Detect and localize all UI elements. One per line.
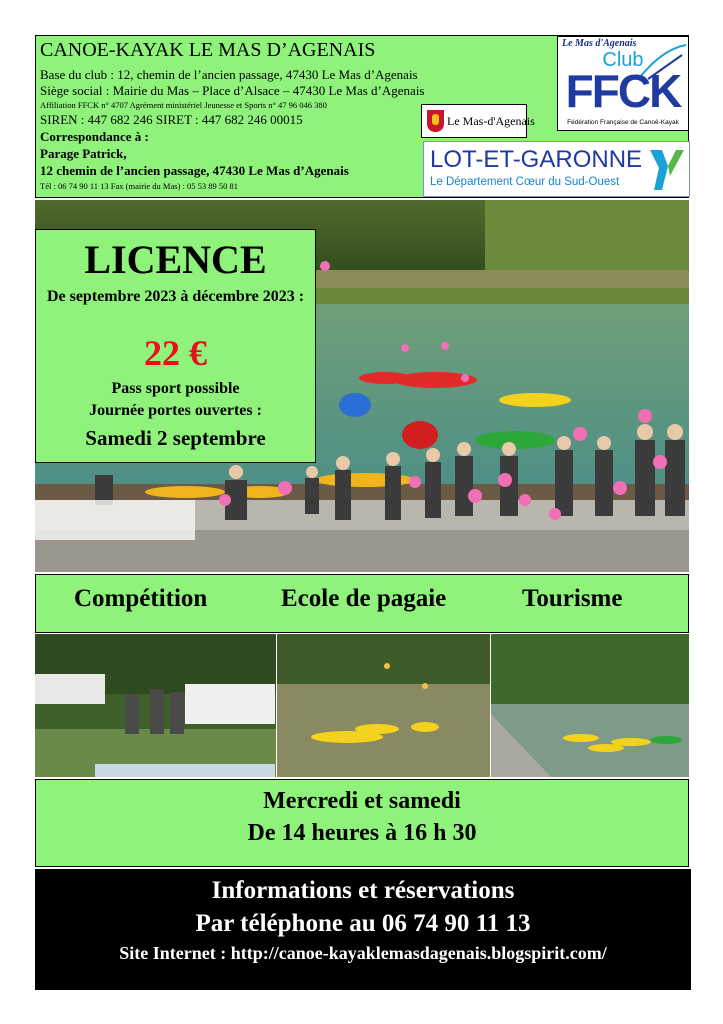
info-title: Informations et réservations [211,877,515,904]
club-siren: SIREN : 447 682 246 SIRET : 447 682 246 00015 [40,112,303,127]
ffck-logo-name: FFCK [565,65,681,117]
lot-et-garonne-subtitle: Le Département Cœur du Sud-Ouest [430,176,620,188]
mas-agenais-logo [421,104,535,138]
river-tour-image [491,634,689,777]
correspondance-address: 12 chemin de l’ancien passage, 47430 Le Mas d’Agenais [40,163,349,178]
photo-canoes-river [491,634,689,777]
club-name: CANOE-KAYAK LE MAS D’AGENAIS [40,39,376,61]
correspondance-label: Correspondance à : [40,129,149,144]
activity-paddle-school: Ecole de pagaie [281,585,447,612]
open-day-date: Samedi 2 septembre [85,426,266,450]
licence-period: De septembre 2023 à décembre 2023 : [46,288,305,305]
photo-kayak-polo [277,634,490,777]
correspondance-name: Parage Patrick, [40,146,127,161]
ffck-logo-top-text: Le Mas d'Agenais [562,38,637,49]
kayak-polo-image [277,634,490,777]
schedule-hours: De 14 heures à 16 h 30 [247,820,477,846]
club-head-office: Siège social : Mairie du Mas – Place d’Alsace – 47430 Le Mas d’Agenais [40,83,425,98]
club-contact: Tél : 06 74 90 11 13 Fax (mairie du Mas) : 05 53 89 50 81 [40,181,238,191]
info-website: Site Internet : http://canoe-kayaklemasdagenais.blogspirit.com/ [119,943,607,963]
club-affiliation: Affiliation FFCK n° 4707 Agrément ministériel Jeunesse et Sports n° 47 96 046 380 [40,100,327,110]
open-day-label: Journée portes ouvertes : [89,402,262,419]
lot-et-garonne-logo [423,141,690,197]
club-base-address: Base du club : 12, chemin de l’ancien passage, 47430 Le Mas d’Agenais [40,67,418,82]
mas-agenais-logo-text: Le Mas-d'Agenais [447,114,535,128]
group-photo-image [35,634,276,777]
activities-band [35,574,689,633]
schedule-days: Mercredi et samedi [263,788,461,814]
ffck-logo-club: Club [602,49,644,71]
schedule-box [35,779,689,867]
info-phone: Par téléphone au 06 74 90 11 13 [195,910,531,937]
activity-tourism: Tourisme [522,585,623,612]
photo-group-outdoor [35,634,276,777]
ffck-logo-subtitle: Fédération Française de Canoë-Kayak [567,119,679,126]
activity-competition: Compétition [74,585,208,612]
info-box [35,869,691,990]
department-y-icon [646,146,686,192]
licence-title: LICENCE [84,237,267,282]
pass-sport-text: Pass sport possible [111,380,240,397]
coat-of-arms-icon [427,110,444,132]
licence-price: 22 € [144,333,207,373]
ffck-club-logo [557,36,689,131]
licence-box [35,229,316,463]
lot-et-garonne-title: LOT-ET-GARONNE [430,146,643,173]
